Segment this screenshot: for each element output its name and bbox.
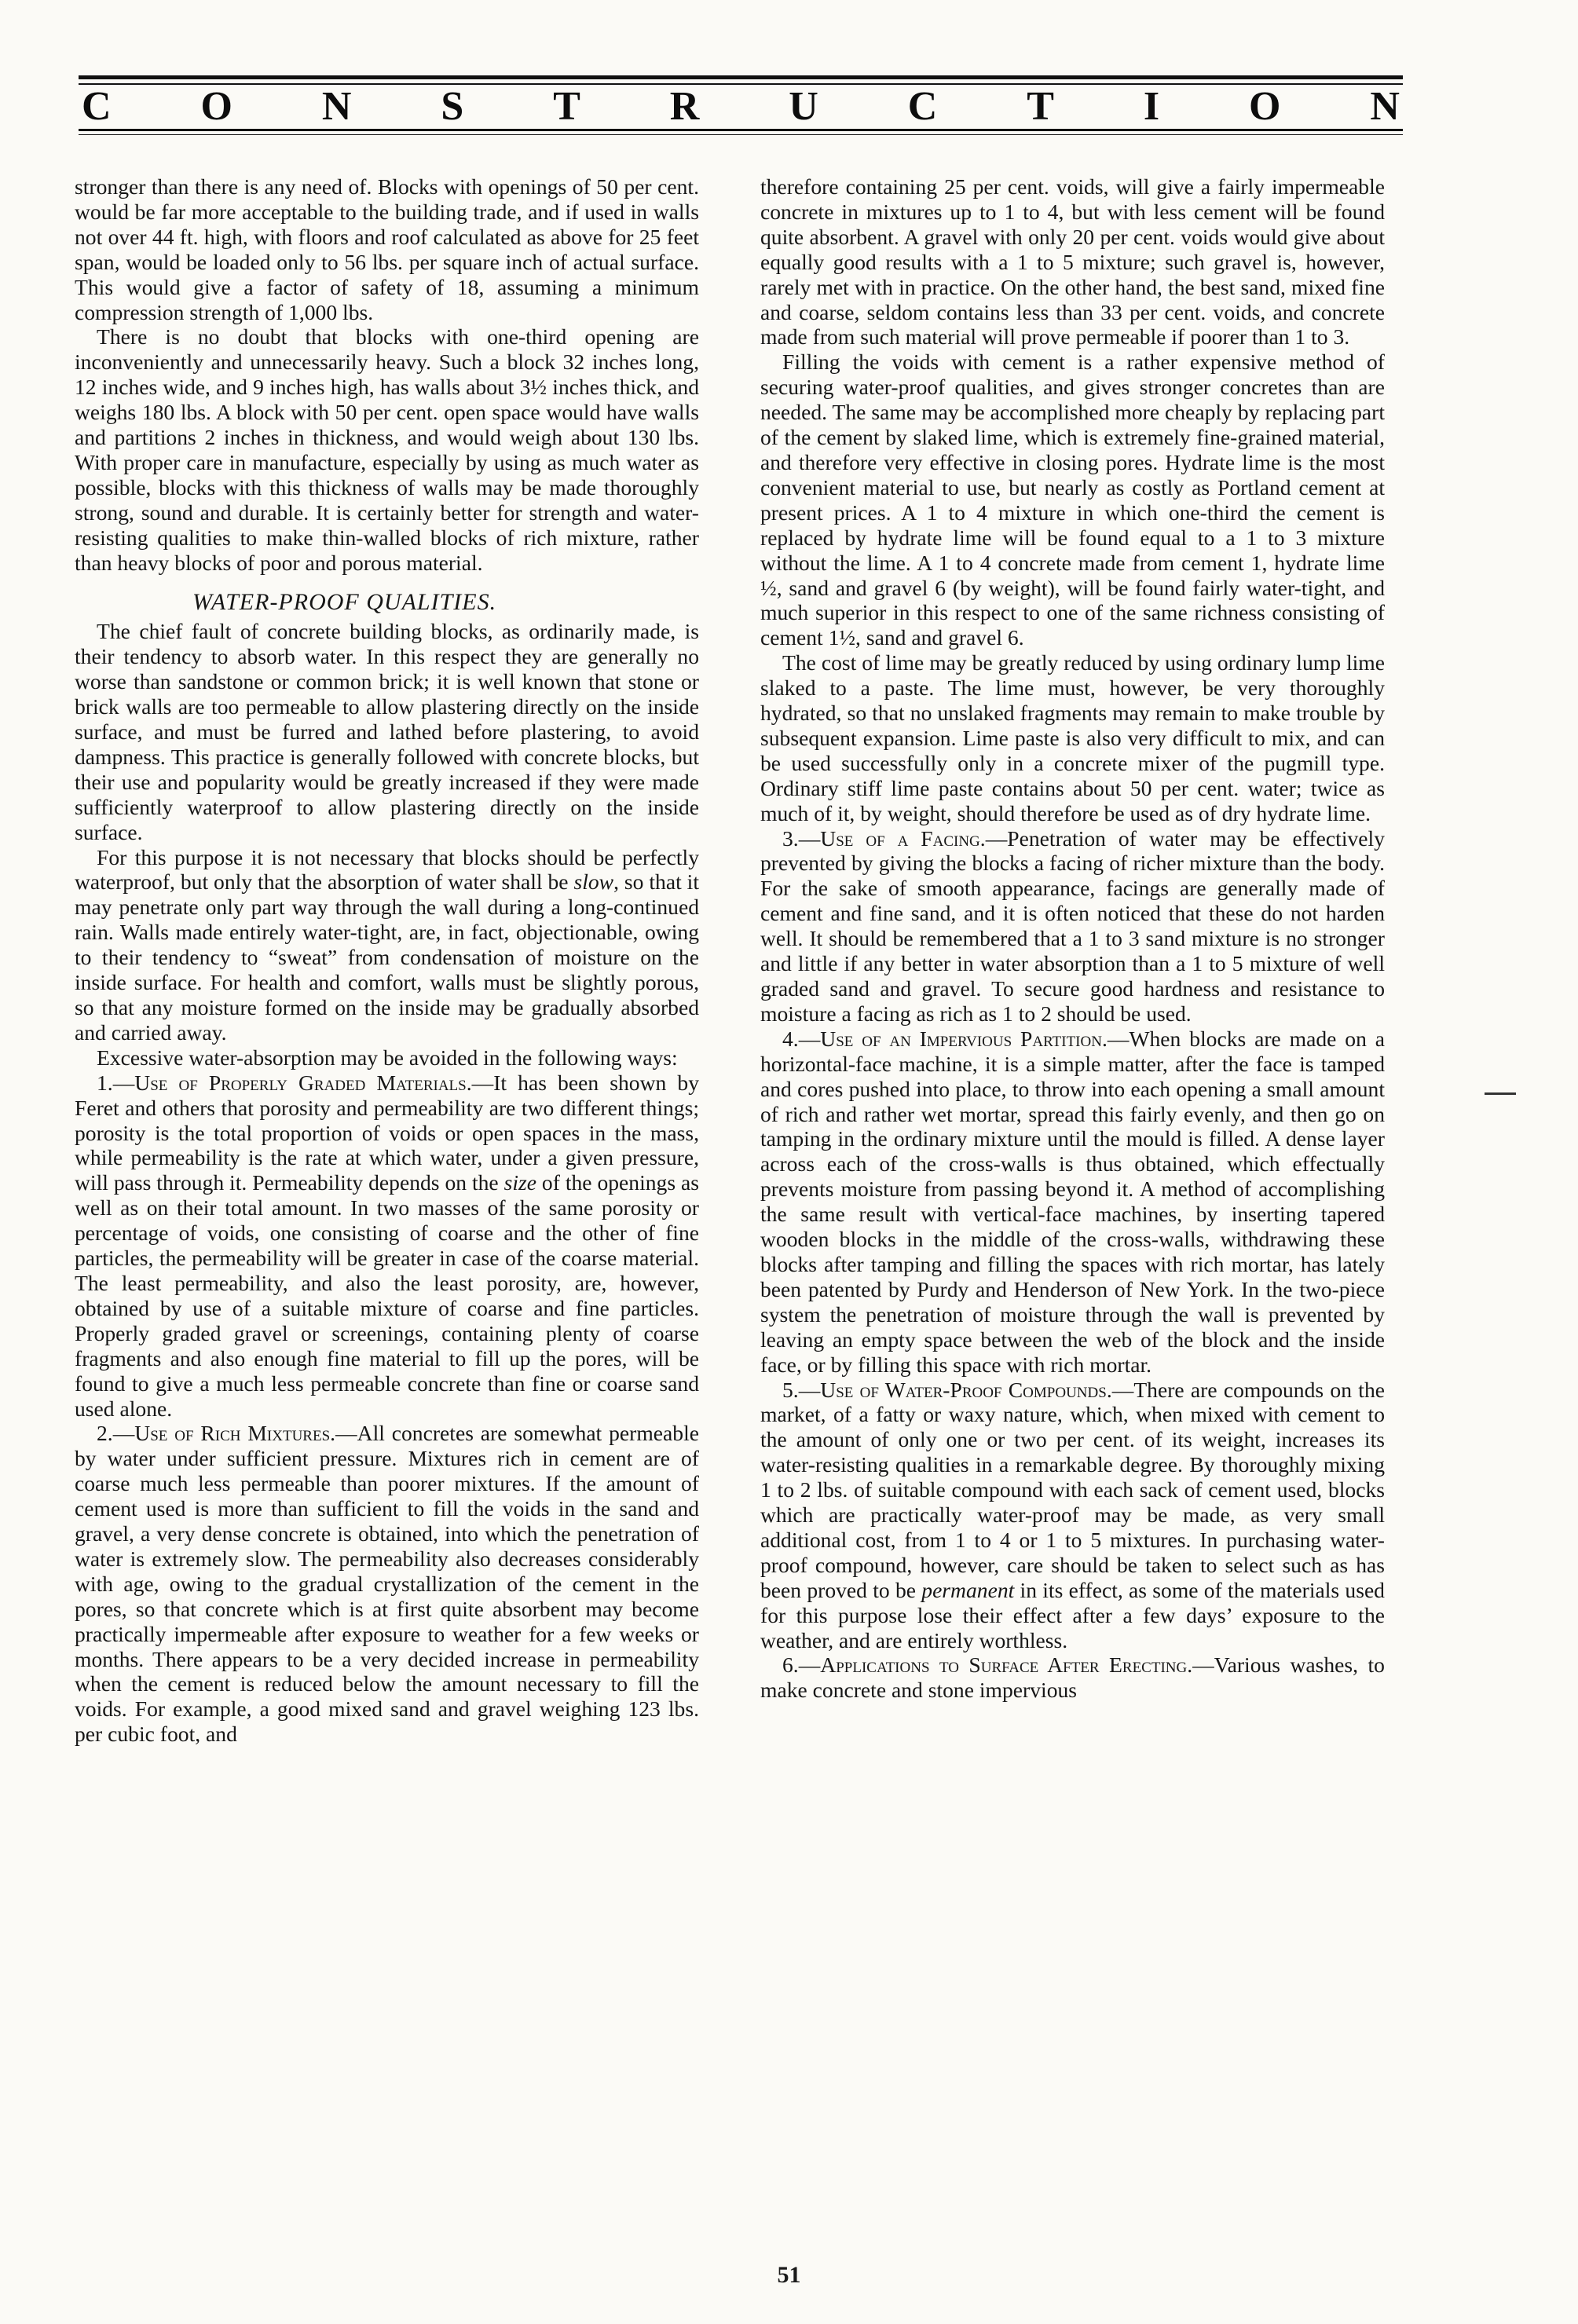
- run-in-heading: 1.—Use of Properly Graded Materials.: [97, 1070, 472, 1095]
- paragraph: Filling the voids with cement is a rather expensive method of securing water-proof qualities, and gives stronger concretes than are needed. The same may be accomplished more cheaply by replacing part of the cement by slaked lime, which is extremely fine-grained material, and therefore very effective in closing pores. Hydrate lime is the most convenient material to use, but nearly as costly as Portland cement at present prices. A 1 to 4 mixture in which one-third the cement is replaced by hydrate lime will be found equal to a 1 to 3 mixture without the lime. A 1 to 4 concrete made from cement 1, hydrate lime ½, sand and gravel 6 (by weight), will be found fairly water-tight, and much superior in this respect to one of the same richness consisting of cement 1½, sand and gravel 6.: [760, 350, 1385, 650]
- paragraph: The chief fault of concrete building blocks, as ordinarily made, is their tendency to absorb water. In this respect they are generally no worse than sandstone or common brick; it is well known that stone or brick walls are too permeable to allow plastering directly on the inside surface, and must be furred and lathed before plastering, to avoid dampness. This practice is generally followed with concrete blocks, but their use and popularity would be greatly increased if they were made sufficiently waterproof to allow plastering directly on the inside surface.: [75, 619, 699, 844]
- masthead-letter: N: [321, 84, 352, 129]
- emphasis: slow: [573, 869, 614, 895]
- masthead-letter: C: [82, 84, 112, 129]
- masthead-letter: R: [669, 84, 700, 129]
- masthead-letter: C: [907, 84, 938, 129]
- numbered-paragraph: [75, 1071, 699, 1422]
- text-run: For this purpose it is not necessary that blocks should be perfectly waterproof, but only that the absorption of water shall be: [75, 844, 699, 895]
- run-in-heading: 3.—Use of a Facing.: [782, 825, 986, 851]
- emphasis: permanent: [921, 1577, 1015, 1602]
- paragraph: The cost of lime may be greatly reduced by using ordinary lump lime slaked to a paste. The lime must, however, be very thoroughly hydrated, so that no unslaked fragments may remain to make trouble by subsequent expansion. Lime paste is also very difficult to mix, and can be used successfully only in a concrete mixer of the pugmill type. Ordinary stiff lime paste contains about 50 per cent. water; twice as much of it, by weight, should therefore be used as of dry hydrate lime.: [760, 650, 1385, 825]
- run-in-heading: 5.—Use of Water-Proof Compounds.: [782, 1377, 1112, 1402]
- masthead-letter: O: [200, 84, 232, 129]
- paragraph: stronger than there is any need of. Blocks with openings of 50 per cent. would be far more acceptable to the building trade, and if used in walls not over 44 ft. high, with floors and roof calculated as above for 25 feet span, would be loaded only to 56 lbs. per square inch of actual surface. This would give a factor of safety of 18, assuming a minimum compression strength of 1,000 lbs.: [75, 174, 699, 324]
- right-column: [760, 174, 1385, 1703]
- text-run: of the openings as well as on their total amount. In two masses of the same porosity or percentage of voids, one consisting of coarse and the other of fine particles, the permeability will be greater in case of the coarse material. The least permeability, and also the least porosity, are, however, obtained by use of a suitable mixture of coarse and fine particles. Properly graded gravel or screenings, containing plenty of coarse fragments and also enough fine material to fill up the pores, will be found to give a much less permeable concrete than fine or coarse sand used alone.: [75, 1170, 699, 1421]
- paragraph: There is no doubt that blocks with one-third opening are inconveniently and unnecessarily heavy. Such a block 32 inches long, 12 inches wide, and 9 inches high, has walls about 3½ inches thick, and weighs 180 lbs. A block with 50 per cent. open space would have walls and partitions 2 inches in thickness, and would weigh about 130 lbs. With proper care in manufacture, especially by using as much water as possible, blocks with this thickness of walls may be made thoroughly strong, sound and durable. It is certainly better for strength and water-resisting qualities to make thin-walled blocks of rich mixture, rather than heavy blocks of poor and porous material.: [75, 324, 699, 575]
- text-run: —It has been shown by Feret and others that porosity and permeability are two different things; porosity is the total proportion of voids or open spaces in the mass, while permeability is the rate at which water, under a given pressure, will pass through it. Permeability depends on the: [75, 1070, 699, 1195]
- masthead-title: [79, 85, 1403, 129]
- page-number: 51: [777, 2262, 801, 2288]
- run-in-heading: 4.—Use of an Impervious Partition.: [782, 1026, 1108, 1051]
- masthead-rule-bottom: [79, 129, 1403, 131]
- numbered-paragraph: [760, 826, 1385, 1027]
- left-column: [75, 174, 699, 1747]
- numbered-paragraph: [75, 1421, 699, 1747]
- text-run: in its effect, as some of the materials used for this purpose lose their effect after a few days’ exposure to the weather, and are entirely worthless.: [760, 1577, 1385, 1652]
- masthead: [79, 75, 1403, 135]
- text-run: —Various washes, to make concrete and stone impervious: [760, 1652, 1385, 1703]
- run-in-heading: 2.—Use of Rich Mixtures.: [97, 1421, 336, 1446]
- text-run: —When blocks are made on a horizontal-face machine, it is a simple matter, after the face is tamped and cores pushed into place, to throw into each opening a small amount of rich and rather wet mortar, spread this fairly evenly, and then go on tamping in the ordinary mixture until the mould is filled. A dense layer across each of the cross-walls is thus obtained, which effectually prevents moisture from passing beyond it. A method of accomplishing the same result with vertical-face machines, by inserting tapered wooden blocks in the middle of the cross-walls, withdrawing these blocks after tamping and filling the spaces with rich mortar, has lately been patented by Purdy and Henderson of New York. In the two-piece system the penetration of moisture through the wall is prevented by leaving an empty space between the web of the block and the inside face, or by filling this space with rich mortar.: [760, 1026, 1385, 1377]
- masthead-letter: T: [1027, 84, 1054, 129]
- paragraph: therefore containing 25 per cent. voids, will give a fairly impermeable concrete in mixtures up to 1 to 4, but with less cement will be found quite absorbent. A gravel with only 20 per cent. voids would give about equally good results with a 1 to 5 mixture; such gravel is, however, rarely met with in practice. On the other hand, the best sand, mixed fine and coarse, seldom contains less than 33 per cent. voids, and concrete made from such material will prove permeable if poorer than 1 to 3.: [760, 174, 1385, 350]
- text-run: —Penetration of water may be effectively prevented by giving the blocks a facing of richer mixture than the body. For the sake of smooth appearance, facings are generally made of cement and fine sand, and it is often noticed that these do not harden well. It should be remembered that a 1 to 3 sand mixture is no stronger and little if any better in water absorption than a 1 to 5 mixture of well graded sand and gravel. To secure good hardness and resistance to moisture a facing as rich as 1 to 2 should be used.: [760, 825, 1386, 1026]
- numbered-paragraph: [760, 1027, 1385, 1378]
- masthead-letter: O: [1249, 84, 1281, 129]
- text-run: , so that it may penetrate only part way through the wall during a long-continued rain. Walls made entirely water-tight, are, in fact, objectionable, owing to their tendency to “sweat” from condensation of moisture on the inside surface. For health and comfort, walls must be slightly porous, so that any moisture formed on the inside may be gradually absorbed and carried away.: [75, 869, 700, 1045]
- masthead-letter: U: [789, 84, 818, 129]
- text-run: —There are compounds on the market, of a fatty or waxy nature, which, when mixed with cement to the amount of only one or two per cent. of its weight, increases its water-resisting qualities in a remarkable degree. By thoroughly mixing 1 to 2 lbs. of suitable compound with each sack of cement used, blocks which are practically water-proof may be made, as very small additional cost, from 1 to 4 or 1 to 5 mixtures. In purchasing water-proof compound, however, care should be taken to select such as has been proved to be: [760, 1377, 1385, 1602]
- section-heading: WATER-PROOF QUALITIES.: [192, 588, 497, 615]
- run-in-heading: 6.—Applications to Surface After Erecting.: [782, 1652, 1193, 1678]
- masthead-letter: T: [553, 84, 580, 129]
- numbered-paragraph: [760, 1652, 1385, 1703]
- numbered-paragraph: [760, 1378, 1385, 1653]
- paragraph: [75, 845, 699, 1045]
- emphasis: size: [503, 1170, 536, 1195]
- masthead-letter: I: [1143, 84, 1160, 129]
- paragraph: Excessive water-absorption may be avoided in the following ways:: [97, 1045, 678, 1070]
- masthead-rule-bottom-thin: [79, 134, 1403, 135]
- margin-mark: [1485, 1092, 1516, 1095]
- masthead-letter: S: [441, 84, 464, 129]
- masthead-letter: N: [1370, 84, 1400, 129]
- text-run: —All concretes are somewhat permeable by water under sufficient pressure. Mixtures rich in cement are of coarse much less permeable than poorer mixtures. If the amount of cement used is more than sufficient to fill the voids in the sand and gravel, a very dense concrete is obtained, into which the penetration of water is extremely slow. The permeability also decreases considerably with age, owing to the gradual crystallization of the cement in the pores, so that concrete which is at first quite absorbent may become practically impermeable after exposure to weather for a few weeks or months. There appears to be a very decided increase in permeability when the cement is reduced below the amount necessary to fill the voids. For example, a good mixed sand and gravel weighing 123 lbs. per cubic foot, and: [75, 1421, 699, 1747]
- masthead-rule-top: [79, 75, 1403, 79]
